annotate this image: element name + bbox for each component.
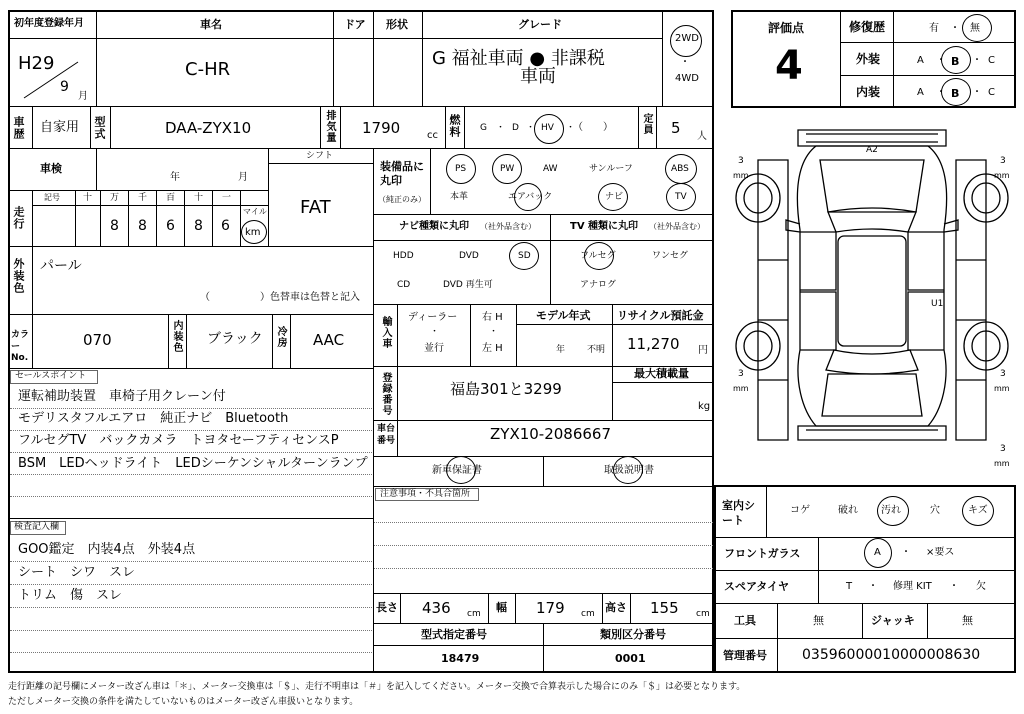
navi-hdd: HDD [393,251,414,261]
maxload-unit: kg [698,401,711,412]
equipment-sub: （純正のみ） [378,195,426,204]
recycle-unit: 円 [698,345,708,356]
ext-color-label: 外装色 [12,258,25,294]
chassis-label: 車台番号 [377,424,396,446]
seat-yogore: 汚れ [881,505,901,516]
drive-2wd-circle [670,25,702,57]
recycle-label: リサイクル預託金 [617,309,704,322]
ext-color-value: パール [40,258,82,274]
manual-circle [613,456,643,484]
fuel-hv: HV [541,123,554,133]
shift-value: FAT [300,197,331,218]
sales-line-2: モデリスタフルエアロ 純正ナビ Bluetooth [18,411,289,426]
tread-fr-unit: mm [994,171,1010,180]
score-label: 評価点 [768,21,805,35]
tread-spare-unit: mm [994,459,1010,468]
exterior-b-circle [941,46,971,74]
import-right: 右 H [482,312,503,323]
history-label: 車歴 [12,116,25,140]
repair-no-circle [962,14,992,42]
tools-value: 無 [813,614,824,627]
length-label: 長さ [376,601,398,614]
reg-month: 9 [60,79,69,95]
model-no-value: 18479 [441,652,480,665]
interior-a: A [917,87,924,98]
import-left: 左 H [482,343,503,354]
displacement-value: 1790 [362,119,401,137]
tv-analog: アナログ [580,280,617,290]
sales-point-label: セールスポイント [15,371,87,381]
inspector-line-1: GOO鑑定 内装4点 外装4点 [18,542,196,557]
equipment-label: 装備品に丸印 [380,160,424,188]
grade-line2: 車両 [520,66,556,87]
car-damage-diagram [728,120,1020,480]
fuel-d: D [512,123,519,133]
tread-fl: 3 [738,156,744,166]
capacity-unit: 人 [697,131,707,142]
inspector-line-2: シート シワ スレ [18,565,136,580]
reg-year: H29 [18,53,55,74]
width-unit: cm [581,609,595,619]
type-label: 型式 [93,116,106,140]
displacement-label: 排気量 [324,110,335,143]
digit-label-3: 百 [166,193,176,203]
glass-replace: ×要ス [926,547,955,558]
exterior-dot1: ・ [936,55,946,66]
shaken-year-unit: 年 [170,172,180,183]
interior-dot1: ・ [936,87,946,98]
mile-label: マイル [243,207,267,216]
navi-type-sub: （社外品含む） [480,222,536,231]
interior-c: C [988,87,995,98]
seat-yogore-circle [877,496,909,526]
reg-month-unit: 月 [78,91,88,102]
km-circle [241,220,267,244]
interior-b: B [951,87,960,100]
seat-koge: コゲ [790,505,810,516]
import-dealer: ディーラー [408,312,458,323]
grade-label: グレード [518,18,562,31]
repair-label: 修復歴 [849,20,886,34]
maxload-label: 最大積載量 [634,367,689,380]
equip-leather: 本革 [450,192,469,202]
equip-pw-circle [492,154,522,184]
exterior-b: B [951,55,960,68]
model-label: 車名 [200,18,222,31]
exterior-a: A [917,55,924,66]
glass-a-circle [864,538,892,568]
height-value: 155 [650,599,679,617]
model-name: C-HR [185,59,231,80]
ac-label: 冷房 [275,326,286,348]
footer-note-2: ただしメーター交換の条件を満たしていないものはメーター改ざん車扱いとなります。 [8,697,359,707]
digit-label-4: 十 [194,193,204,203]
mileage-label: 走行 [12,206,25,230]
fuel-dot2: ・ [526,123,536,133]
equip-sunroof: サンルーフ [589,164,633,174]
import-dot1: ・ [430,327,440,337]
plate-label: 登録番号 [380,372,391,416]
repair-no: 無 [970,23,980,34]
navi-cd: CD [397,280,411,290]
diagram-u1-mark: U1 [931,299,944,309]
equip-ps: PS [455,164,467,174]
digit-label-0: 十 [83,193,93,203]
door-label: ドア [344,18,366,31]
reg-date-slash [22,58,82,100]
equip-ps-circle [446,154,476,184]
sales-line-4: BSM LEDヘッドライト LEDシーケンシャルターンランプ [18,456,368,471]
spare-label: スペアタイヤ [724,580,790,593]
interior-label: 内装 [856,85,881,99]
model-year-unknown: 不明 [587,345,606,355]
chassis-value: ZYX10-2086667 [490,425,612,443]
drive-4wd: 4WD [675,73,699,84]
model-year-unit: 年 [556,345,566,355]
width-value: 179 [536,599,565,617]
type-value: DAA-ZYX10 [165,119,252,137]
class-no-label: 類別区分番号 [600,628,666,641]
equip-airbag: エアバック [508,192,553,202]
plate-value: 福島301と3299 [450,380,562,398]
warranty-circle [446,456,476,484]
capacity-value: 5 [671,119,681,137]
capacity-label: 定員 [641,113,652,135]
seat-yabure: 破れ [838,505,858,516]
mileage-digit-4: 8 [194,218,203,234]
inspector-line-3: トリム 傷 スレ [18,588,123,603]
fuel-label: 燃料 [448,114,461,138]
notes-label: 注意事項・不具合箇所 [380,489,471,499]
tv-type-sub: （社外品含む） [649,222,705,231]
repair-yes: 有 [929,23,939,34]
tv-type-label: TV 種類に丸印 [570,221,639,232]
glass-dot: ・ [901,547,911,558]
fuel-other: （ ） [573,122,613,133]
navi-sd: SD [518,251,531,261]
model-no-label: 型式指定番号 [421,628,487,641]
import-dot2: ・ [489,327,499,337]
tools-label: 工具 [734,614,756,627]
interior-dot2: ・ [972,87,982,98]
sales-line-1: 運転補助装置 車椅子用クレーン付 [18,389,226,404]
import-label: 輸入車 [380,316,391,349]
history-value: 自家用 [40,120,80,135]
navi-sd-circle [509,242,539,270]
height-label: 高さ [605,601,627,614]
equip-pw: PW [500,164,515,174]
length-unit: cm [467,609,481,619]
width-label: 幅 [496,601,507,614]
navi-type-label: ナビ種類に丸印 [399,221,469,232]
mileage-digit-3: 6 [166,218,175,234]
drive-dot: ・ [680,57,690,68]
recycle-value: 11,270 [627,335,680,353]
shaken-month-unit: 月 [238,172,248,183]
grade-line1: G 福祉車両 ● 非課税 [432,48,605,69]
ac-value: AAC [313,331,345,349]
km-label: km [245,227,261,238]
model-year-label: モデル年式 [536,309,591,322]
interior-b-circle [941,78,971,106]
color-code-value: 070 [83,331,112,349]
glass-label: フロントガラス [724,547,801,560]
seat-kizu: キズ [968,505,988,516]
exterior-label: 外装 [856,52,881,66]
fuel-g: G [480,123,487,133]
int-color-value: ブラック [207,331,263,347]
mileage-digit-2: 8 [138,218,147,234]
spare-t: T [846,581,853,592]
score-value: 4 [775,43,803,89]
digit-label-5: 一 [222,193,232,203]
tv-oneseg: ワンセグ [652,251,689,261]
equip-tv-circle [666,183,696,211]
seat-ana: 穴 [930,505,940,516]
ext-color-note: （ ）色替車は色替と記入 [200,292,360,303]
mileage-digit-5: 6 [221,218,230,234]
inspector-label: 検査記入欄 [14,522,60,532]
tv-fullseg-circle [584,242,614,270]
fuel-dot1: ・ [496,123,506,133]
sales-line-3: フルセグTV バックカメラ トヨタセーフティセンスP [18,433,339,448]
manual-doc: 取扱説明書 [604,465,654,476]
mileage-digit-1: 8 [110,218,119,234]
tread-fl-unit: mm [733,171,749,180]
int-color-label: 内装色 [171,320,182,353]
import-parallel: 並行 [424,343,444,354]
equip-airbag-circle [514,183,542,211]
jack-label: ジャッキ [871,614,915,627]
tv-fullseg: フルセグ [580,251,616,261]
repair-dot: ・ [950,23,960,34]
equip-tv: TV [675,192,687,202]
equip-navi: ナビ [605,192,624,202]
shift-label: シフト [306,151,334,161]
spare-kit: 修理 KIT [893,581,932,592]
tread-rr: 3 [1000,369,1006,379]
seat-kizu-circle [962,496,994,526]
displacement-unit: cc [427,130,438,141]
tread-spare: 3 [1000,444,1006,454]
tread-fr: 3 [1000,156,1006,166]
class-no-value: 0001 [615,652,646,665]
tread-rr-unit: mm [994,384,1010,393]
fuel-dot3: ・ [566,123,576,133]
navi-dvd: DVD [459,251,479,261]
fuel-hv-circle [534,114,564,144]
reg-year-label: 初年度登録年月 [14,18,84,29]
footer-note-1: 走行距離の記号欄にメーター改ざん車は「＊」、メーター交換車は「＄」、走行不明車は「＃」を記入してください。メーター交換で合算表示した場合にのみ「＄」は必要となります。 [8,682,746,692]
equip-aw: AW [543,164,558,174]
equip-abs: ABS [671,164,689,174]
jack-value: 無 [962,614,973,627]
diagram-a2-mark: A2 [866,145,878,155]
shape-label: 形状 [386,18,408,31]
equip-abs-circle [665,154,697,184]
kigo-label: 記号 [44,193,60,202]
color-code-label: カラーNo. [11,330,30,364]
shaken-label: 車検 [40,162,62,175]
exterior-dot2: ・ [972,55,982,66]
spare-dot1: ・ [868,581,878,592]
spare-dot2: ・ [949,581,959,592]
navi-dvd-play: DVD 再生可 [443,280,493,290]
exterior-c: C [988,55,995,66]
tread-rl: 3 [738,369,744,379]
spare-none: 欠 [976,581,986,592]
tread-rl-unit: mm [733,384,749,393]
length-value: 436 [422,599,451,617]
warranty-doc: 新車保証書 [432,465,482,476]
height-unit: cm [696,609,710,619]
seat-label: 室内シート [722,499,755,528]
mgmt-label: 管理番号 [723,649,767,662]
drive-2wd: 2WD [675,33,699,44]
mgmt-value: 03596000010000008630 [802,647,981,663]
equip-navi-circle [598,183,628,211]
digit-label-1: 万 [110,193,120,203]
digit-label-2: 千 [138,193,148,203]
glass-a: A [874,547,881,558]
